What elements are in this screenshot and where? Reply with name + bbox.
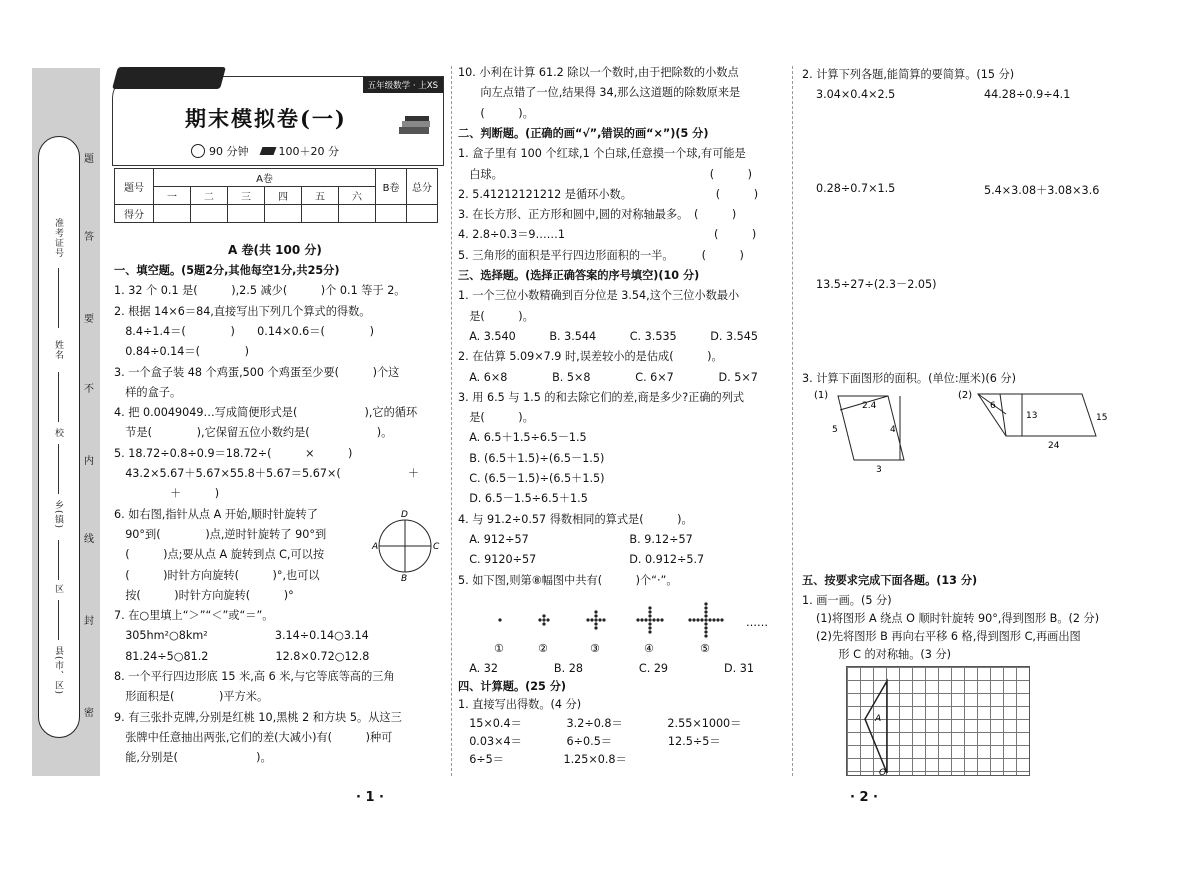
svg-text:A: A (875, 714, 882, 724)
question-line: 张牌中任意抽出两张,它们的差(大减小)有( )种可 (114, 730, 393, 744)
trapezoid-figure (956, 388, 1106, 454)
question-line: 90°到( )点,逆时针旋转了 90°到 (114, 527, 327, 541)
score-cell[interactable] (407, 205, 438, 223)
question-line: A. 912÷57 B. 9.12÷57 (458, 532, 693, 546)
exam-score: 100＋20 分 (278, 145, 339, 158)
score-cell[interactable] (376, 205, 407, 223)
question-line: 0.84÷0.14＝( ) (114, 345, 250, 359)
svg-text:⑤: ⑤ (700, 642, 710, 655)
score-cell[interactable] (302, 205, 339, 223)
question-line: 43.2×5.67＋5.67×55.8＋5.67＝5.67×( ＋ (114, 467, 420, 480)
question-line: 15×0.4＝ 3.2÷0.8＝ 2.55×1000＝ (458, 716, 742, 730)
calc-item: 44.28÷0.9÷4.1 (984, 88, 1071, 101)
question-line: 8. 一个平行四边形底 15 米,高 6 米,与它等底等高的三角 (114, 670, 395, 683)
page-number-1: · 1 · (356, 790, 384, 805)
question-line: 能,分别是( )。 (114, 751, 272, 765)
score-cell[interactable] (191, 205, 228, 223)
question-line: A. 6×8 B. 5×8 C. 6×7 D. 5×7 (458, 370, 758, 384)
binding-label-id: 准考证号 (53, 218, 63, 258)
svg-text:24: 24 (1048, 441, 1060, 451)
question-line: 6. 如右图,指针从点 A 开始,顺时针旋转了 (114, 507, 318, 521)
section-heading: 一、填空题。(5题2分,其他每空1分,共25分) (114, 264, 340, 277)
question-line: A. 32 B. 28 C. 29 D. 31 (458, 662, 754, 675)
binding-label-name: 姓名 (53, 340, 63, 360)
binding-label-county: 县(市、区) (53, 646, 63, 696)
calc-item: 0.28÷0.7×1.5 (816, 182, 896, 195)
binding-label-town: 乡(镇) (53, 500, 63, 530)
svg-text:①: ① (494, 642, 504, 655)
question-line: ＋ ) (114, 487, 220, 501)
question-line: 1. 盒子里有 100 个红球,1 个白球,任意摸一个球,有可能是 (458, 147, 746, 161)
question-line: 4. 与 91.2÷0.57 得数相同的算式是( )。 (458, 512, 693, 526)
calc-question-title: 2. 计算下列各题,能简算的要简算。(15 分) (802, 68, 1015, 81)
svg-text:3: 3 (876, 465, 882, 475)
svg-text:13: 13 (1026, 411, 1038, 421)
question-line: D. 6.5－1.5÷6.5＋1.5 (458, 492, 588, 506)
question-line: 1. 一个三位小数精确到百分位是 3.54,这个三位小数最小 (458, 289, 740, 303)
question-line: A. 6.5＋1.5÷6.5－1.5 (458, 431, 587, 445)
draw-step-1: (1)将图形 A 绕点 O 顺时针旋转 90°,得到图形 B。(2 分) (816, 612, 1100, 625)
svg-text:③: ③ (590, 642, 600, 655)
svg-text:4: 4 (890, 425, 896, 435)
question-line: C. 9120÷57 D. 0.912÷5.7 (458, 553, 705, 567)
question-line: 2. 5.41212121212 是循环小数。 ( ) (458, 187, 759, 201)
question-line: ( )点;要从点 A 旋转到点 C,可以按 (114, 548, 325, 562)
question-line: 9. 有三张扑克牌,分别是红桃 10,黑桃 2 和方块 5。从这三 (114, 710, 402, 724)
question-line: 向左点错了一位,结果得 34,那么这道题的除数原来是 (458, 86, 741, 100)
question-line: 4. 2.8÷0.3＝9……1 ( ) (458, 228, 757, 242)
question-line: 3. 一个盒子装 48 个鸡蛋,500 个鸡蛋至少要( )个这 (114, 365, 400, 379)
clock-label-a: A (372, 542, 379, 552)
section-five-title: 五、按要求完成下面各题。(13 分) (802, 574, 978, 587)
section-heading: 三、选择题。(选择正确答案的序号填空)(10 分) (458, 269, 700, 282)
question-line: 5. 三角形的面积是平行四边形面积的一半。 ( ) (458, 248, 744, 262)
question-line: 4. 把 0.0049049…写成简便形式是( ),它的循环 (114, 406, 418, 420)
question-line: 81.24÷5○81.2 12.8×0.72○12.8 (114, 649, 370, 663)
page-number-2: · 2 · (850, 790, 878, 805)
question-line: 0.03×4＝ 6÷0.5＝ 12.5÷5＝ (458, 734, 721, 748)
svg-text:(1): (1) (814, 390, 829, 401)
clock-label-d: D (401, 510, 408, 520)
question-line: 形面积是( )平方米。 (114, 690, 269, 704)
question-line: 3. 用 6.5 与 1.5 的和去除它们的差,商是多少?正确的列式 (458, 390, 745, 404)
question-line: 2. 根据 14×6＝84,直接写出下列几个算式的得数。 (114, 304, 371, 318)
question-line: 7. 在○里填上“＞”“＜”或“＝”。 (114, 609, 274, 623)
parallelogram-figure (812, 388, 924, 474)
svg-text:6: 6 (990, 401, 996, 411)
question-line: 2. 在估算 5.09×7.9 时,误差较小的是估成( )。 (458, 350, 723, 364)
question-line: 样的盒子。 (114, 385, 182, 399)
question-line: ( )。 (458, 106, 534, 120)
drawing-grid[interactable] (846, 666, 1030, 776)
binding-label-district: 区 (53, 584, 63, 594)
svg-text:15: 15 (1096, 413, 1108, 423)
score-cell[interactable] (228, 205, 265, 223)
question-line: 白球。 ( ) (458, 167, 753, 181)
draw-step-2b: 形 C 的对称轴。(3 分) (816, 648, 952, 661)
question-line: 6÷5＝ 1.25×0.8＝ (458, 753, 627, 766)
question-line: 8.4÷1.4＝( ) 0.14×0.6＝( ) (114, 324, 374, 338)
books-icon (397, 113, 435, 137)
question-line: 是( )。 (458, 411, 534, 425)
binding-label-school: 校 (53, 428, 63, 438)
question-line: 3. 在长方形、正方形和圆中,圆的对称轴最多。 ( ) (458, 208, 737, 222)
clock-label-b: B (401, 574, 408, 584)
section-heading: 四、计算题。(25 分) (458, 680, 567, 694)
clock-label-c: C (433, 542, 440, 552)
svg-text:④: ④ (644, 642, 654, 655)
area-question-title: 3. 计算下面图形的面积。(单位:厘米)(6 分) (802, 372, 1016, 385)
question-line: 10. 小利在计算 61.2 除以一个数时,由于把除数的小数点 (458, 66, 739, 79)
question-line: B. (6.5＋1.5)÷(6.5－1.5) (458, 451, 605, 465)
draw-step-2: (2)先将图形 B 再向右平移 6 格,得到图形 C,再画出图 (816, 630, 1081, 643)
section-heading: 二、判断题。(正确的画“√”,错误的画“×”)(5 分) (458, 126, 709, 140)
clock-icon (191, 144, 205, 158)
svg-text:②: ② (538, 642, 548, 655)
page-title: 期末模拟卷(一) (185, 106, 347, 131)
header-banner (112, 76, 444, 166)
calc-item: 5.4×3.08＋3.08×3.6 (984, 184, 1100, 197)
score-cell[interactable] (154, 205, 191, 223)
question-line: 1. 直接写出得数。(4 分) (458, 698, 582, 712)
clock-figure (372, 508, 444, 582)
cap-icon (259, 147, 276, 155)
calc-item: 13.5÷27÷(2.3－2.05) (816, 278, 937, 291)
question-line: 1. 32 个 0.1 是( ),2.5 减少( )个 0.1 等于 2。 (114, 284, 406, 298)
svg-text:5: 5 (832, 425, 838, 435)
score-table: 题号 A卷 B卷 总分 一 二 三 四 五 六 得分 (114, 168, 438, 223)
dot-pattern-figure (484, 606, 784, 658)
svg-text:……: …… (746, 616, 768, 629)
question-line: 节是( ),它保留五位小数约是( )。 (114, 426, 393, 440)
banner-ribbon (112, 67, 226, 89)
question-line: 5. 如下图,则第⑧幅图中共有( )个“·”。 (458, 573, 678, 587)
section-a-title: A 卷(共 100 分) (228, 243, 322, 257)
question-line: C. (6.5－1.5)÷(6.5＋1.5) (458, 472, 605, 485)
question-line: A. 3.540 B. 3.544 C. 3.535 D. 3.545 (458, 329, 758, 343)
calc-item: 3.04×0.4×2.5 (816, 88, 896, 101)
svg-text:(2): (2) (958, 390, 973, 401)
question-line: 305hm²○8km² 3.14÷0.14○3.14 (114, 629, 369, 643)
score-cell[interactable] (265, 205, 302, 223)
svg-text:O: O (879, 768, 887, 778)
question-line: 是( )。 (458, 309, 534, 323)
question-line: ( )时针方向旋转( )°,也可以 (114, 568, 320, 582)
question-line: 5. 18.72÷0.8÷0.9＝18.72÷( × ) (114, 446, 353, 460)
exam-time: 90 分钟 (209, 145, 249, 158)
triangle-figure (847, 667, 1029, 778)
score-cell[interactable] (339, 205, 376, 223)
question-line: 按( )时针方向旋转( )° (114, 588, 294, 602)
grade-badge: 五年级数学 · 上XS (363, 77, 443, 93)
svg-text:2.4: 2.4 (862, 401, 877, 411)
draw-question: 1. 画一画。(5 分) (802, 594, 892, 607)
